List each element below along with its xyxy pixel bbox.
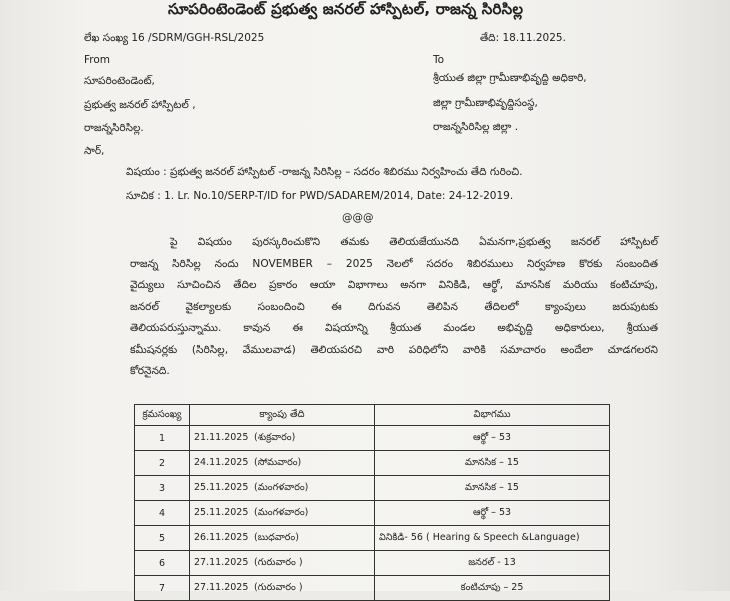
row-department: జనరల్ - 13 [375,551,610,576]
to-line: శ్రీయుత జిల్లా గ్రామీణాభివృద్ది అధికారి, [433,72,587,84]
to-label: To [433,54,445,66]
row-serial: 7 [135,576,190,601]
paragraph-line: వైద్యులు సూచించిన తేదిల ప్రకారం ఆయా విభాగాలు అనగా వినికిడి, ఆర్థో, మానసిక మరియు కంటిచూపు, [130,279,658,291]
row-serial: 4 [135,501,190,526]
from-line: సూపరింటెండెంట్, [84,75,155,87]
table-header-row [135,405,610,426]
column-header-serial: క్రమసంఖ్య [135,405,190,426]
row-camp-date [190,576,375,601]
row-department: వినికిడి- 56 ( Hearing & Speech &Language) [375,526,610,551]
table-row [135,501,610,526]
camp-date-value: 21.11.2025 [194,431,249,443]
row-serial: 6 [135,551,190,576]
letterhead-title: సూపరింటెండెంట్ ప్రభుత్వ జనరల్ హాస్పిటల్, రాజన్న సిరిసిల్ల [168,0,524,18]
camp-date-value: 27.11.2025 [194,581,249,593]
row-camp-date [190,451,375,476]
row-camp-date [190,551,375,576]
camp-day-value: (గురువారం ) [254,581,303,593]
table-row [135,451,610,476]
paragraph-line: కమీషనర్లకు (సిరిసిల్ల, వేములవాడ) తెలియపరచి వారి పరిధిలోని వారికి సమాచారం అందేలా చూడగలరని [130,343,658,356]
row-department: మానసిక – 15 [375,451,610,476]
paragraph-line: జనరల్ వైకల్యాలకు సంబందించి ఈ దిగువన తెలిపిన తేదిలలో క్యాంపులు జరుపుటకు [130,300,658,313]
camp-date-value: 27.11.2025 [194,556,249,568]
to-line: జిల్లా గ్రామీణాభివృద్దిసంస్థ, [433,97,538,109]
row-camp-date [190,476,375,501]
letter-date: తేది: 18.11.2025. [480,32,566,44]
paragraph-line: పై విషయం పురస్కరించుకొని తమకు తెలియజేయునది ఏమనగా,ప్రభుత్వ జనరల్ హాస్పిటల్ [170,236,658,248]
row-serial: 5 [135,526,190,551]
row-department: కంటిచూపు – 25 [375,576,610,601]
separator-marks: @@@ [342,212,374,224]
camp-date-value: 25.11.2025 [194,481,249,493]
row-camp-date [190,501,375,526]
row-department: ఆర్థో – 53 [375,501,610,526]
table-row [135,426,610,451]
row-department: మానసిక – 15 [375,476,610,501]
camp-date-value: 24.11.2025 [194,456,249,468]
camp-day-value: (బుధవారం) [254,531,299,543]
camp-date-value: 26.11.2025 [194,531,249,543]
from-label: From [84,54,111,66]
column-header-camp-date: క్యాంపు తేది [190,405,375,426]
paragraph-line: కోరనైనది. [130,365,170,377]
subject-line: విషయం : ప్రభుత్వ జనరల్ హాస్పిటల్ -రాజన్న సిరిసిల్ల – సదరం శిబిరము నిర్వహించు తేది గురించి. [126,166,523,178]
camp-day-value: (శుక్రవారం) [254,431,296,443]
row-department: ఆర్థో – 53 [375,426,610,451]
body-paragraph [130,232,658,383]
table-row [135,476,610,501]
table-row [135,551,610,576]
camp-day-value: (మంగళవారం) [254,481,309,493]
row-camp-date [190,426,375,451]
row-serial: 1 [135,426,190,451]
from-line: రాజన్నసిరిసిల్ల. [84,122,144,134]
letter-reference-number: లేఖ సంఖ్య 16 /SDRM/GGH-RSL/2025 [84,32,265,44]
camp-schedule-table [134,404,610,601]
paragraph-line: రాజన్న సిరిసిల్ల నందు NOVEMBER – 2025 నెలలో సదరం శిబిరములు నిర్వహణ కొరకు సంబందిత [130,257,658,270]
reference-line: సూచిక : 1. Lr. No.10/SERP-T/ID for PWD/SADAREM/2014, Date: 24-12-2019. [126,190,514,202]
table-row [135,576,610,601]
camp-day-value: (మంగళవారం) [254,506,309,518]
camp-day-value: (గురువారం ) [254,556,303,568]
row-serial: 3 [135,476,190,501]
salutation: సార్, [84,145,105,157]
paragraph-line: తెలియపరుస్తున్నాము. కావున ఈ విషయాన్ని శ్రీయుత మండల అభివృద్ది అధికారులు, శ్రీయుత [130,322,658,334]
table-row [135,526,610,551]
from-line: ప్రభుత్వ జనరల్ హాస్పిటల్ , [84,99,196,111]
row-serial: 2 [135,451,190,476]
column-header-department: విభాగము [375,405,610,426]
camp-date-value: 25.11.2025 [194,506,249,518]
camp-day-value: (సోమవారం) [254,456,302,468]
to-line: రాజన్నసిరిసిల్ల జిల్లా . [433,121,519,133]
row-camp-date [190,526,375,551]
